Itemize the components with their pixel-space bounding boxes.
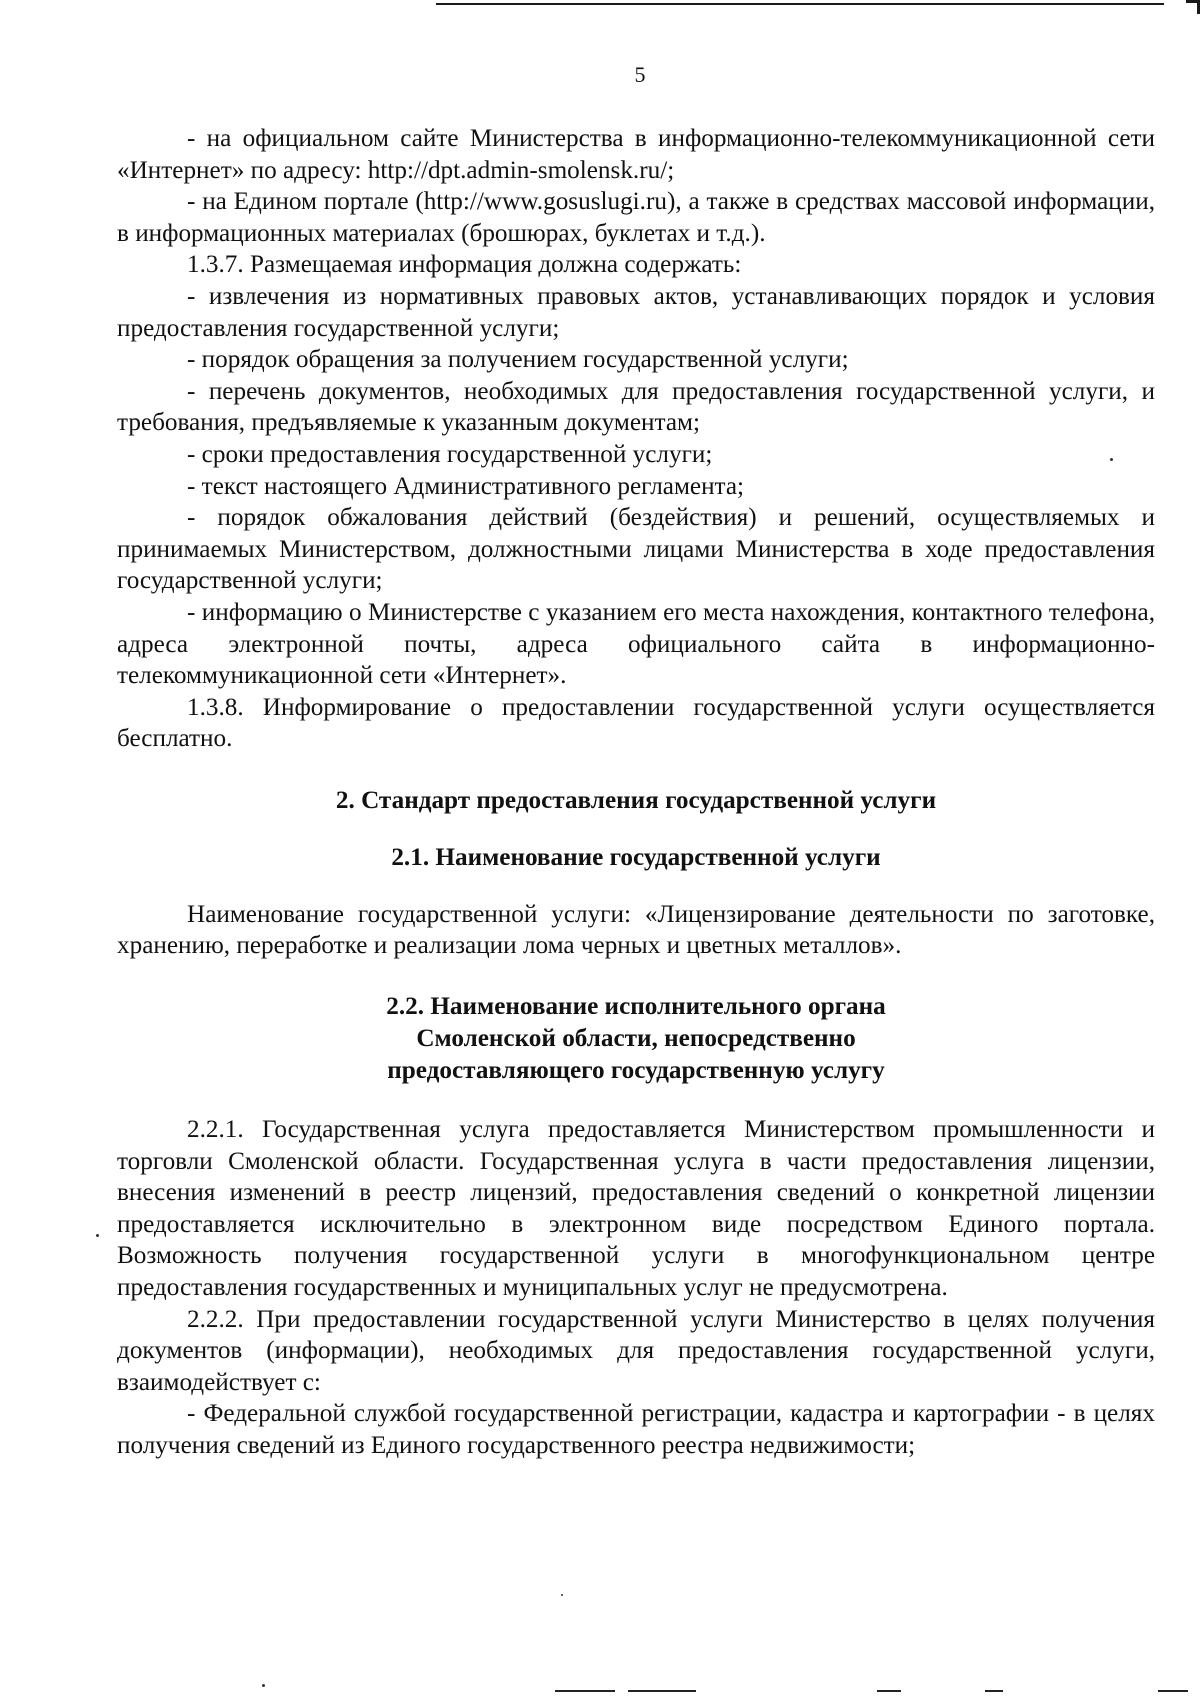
list-item-ministry-info: - информацию о Министерстве с указанием его места нахождения, контактного телефона, адреса электронной почты, адреса официального сайта в информационно-телекоммуникационной сети «Интернет». bbox=[117, 598, 1155, 690]
document-body bbox=[117, 123, 1155, 1462]
paragraph-official-site: - на официальном сайте Министерства в информационно-телекоммуникационной сети «Интернет» по адресу: http://dpt.admin-smolensk.ru/; bbox=[117, 125, 1155, 184]
paragraph-unified-portal: - на Едином портале (http://www.gosuslugi.ru), а также в средствах массовой информации, в информационных материалах (брошюрах, буклетах и т.д.). bbox=[117, 188, 1155, 247]
scan-speck bbox=[1110, 458, 1113, 461]
list-item-deadlines: - сроки предоставления государственной услуги; bbox=[187, 440, 713, 468]
subsection-heading-2-2 bbox=[117, 991, 1155, 1087]
list-item-procedure: - порядок обращения за получением государственной услуги; bbox=[187, 346, 849, 374]
scan-speck bbox=[96, 1234, 99, 1237]
paragraph-1-3-7: 1.3.7. Размещаемая информация должна содержать: bbox=[187, 251, 742, 279]
heading-line: предоставляющего государственную услугу bbox=[387, 1057, 885, 1085]
section-heading-2: 2. Стандарт предоставления государственной услуги bbox=[335, 786, 937, 814]
scan-speck bbox=[262, 1684, 265, 1687]
scan-speck bbox=[561, 1594, 563, 1596]
list-item-extracts: - извлечения из нормативных правовых актов, устанавливающих порядок и условия предоставления государственной услуги; bbox=[117, 282, 1155, 342]
paragraph-1-3-8: 1.3.8. Информирование о предоставлении государственной услуги осуществляется бесплатно. bbox=[117, 693, 1155, 753]
scan-bottom-marks bbox=[0, 1690, 1200, 1702]
subsection-heading-2-1: 2.1. Наименование государственной услуги bbox=[391, 843, 881, 871]
scan-corner-mark bbox=[1186, 0, 1200, 14]
paragraph-service-name: Наименование государственной услуги: «Лицензирование деятельности по заготовке, хранению, переработке и реализации лома черных и цветных металлов». bbox=[117, 900, 1155, 960]
heading-line: Смоленской области, непосредственно bbox=[416, 1025, 856, 1053]
page-number: 5 bbox=[634, 62, 646, 87]
paragraph-2-2-1: 2.2.1. Государственная услуга предоставляется Министерством промышленности и торговли Смоленской области. Государственная услуга в части предоставления лицензии, внесения изменений в реестр лицензий, предоставления сведений о конкретной лицензии предоставляется исключительно в электронном виде посредством Единого портала. Возможность получения государственной услуги в многофункциональном центре предоставления государственных и муниципальных услуг не предусмотрена. bbox=[117, 1116, 1155, 1302]
list-item-appeal: - порядок обжалования действий (бездействия) и решений, осуществляемых и принимаемых Министерством, должностными лицами Министерства в ходе предоставления государственной услуги; bbox=[117, 504, 1155, 595]
list-item-documents: - перечень документов, необходимых для предоставления государственной услуги, и требования, предъявляемые к указанным документам; bbox=[117, 377, 1155, 437]
list-item-rosreestr: - Федеральной службой государственной регистрации, кадастра и картографии - в целях получения сведений из Единого государственного реестра недвижимости; bbox=[117, 1400, 1155, 1459]
scan-top-border bbox=[436, 3, 1164, 5]
paragraph-2-2-2: 2.2.2. При предоставлении государственной услуги Министерство в целях получения документов (информации), необходимых для предоставления государственной услуги, взаимодействует с: bbox=[117, 1305, 1155, 1396]
list-item-regulation-text: - текст настоящего Административного регламента; bbox=[187, 472, 745, 500]
heading-line: 2.2. Наименование исполнительного органа bbox=[386, 993, 886, 1021]
